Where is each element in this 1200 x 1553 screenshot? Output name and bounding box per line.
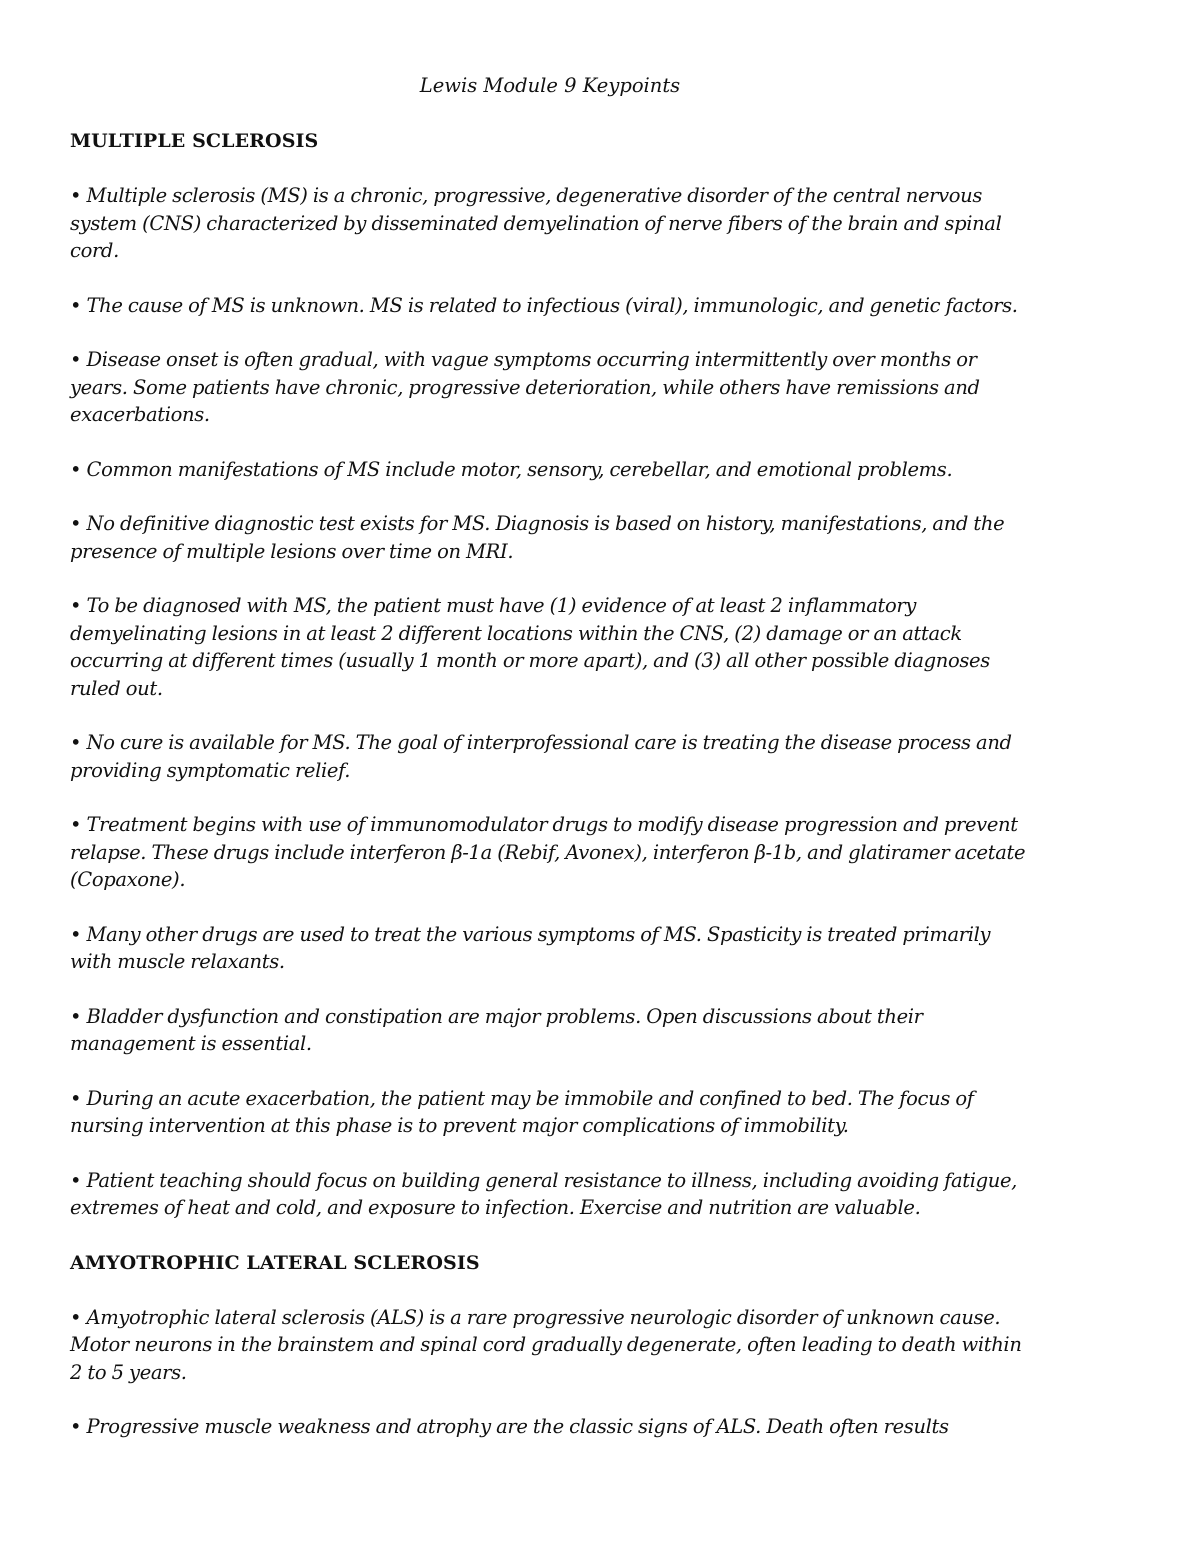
bullet-text: Treatment begins with use of immunomodulator drugs to modify disease progression and prevent relapse. These drugs include interferon β-1a (Rebif, Avonex), interferon β-1b, and glatiramer acetate (Copaxone). [70,813,1026,891]
section-amyotrophic-lateral-sclerosis [70,1249,1030,1441]
bullet-icon: • [70,813,82,836]
bullet-list [70,1304,1030,1441]
bullet-text: To be diagnosed with MS, the patient must have (1) evidence of at least 2 inflammatory demyelinating lesions in at least 2 different locations within the CNS, (2) damage or an attack occurring at different times (usually 1 month or more apart), and (3) all other possible diagnoses ruled out. [70,594,990,700]
bullet-icon: • [70,1168,82,1192]
bullet-item [70,1085,1030,1140]
bullet-icon: • [70,922,82,946]
bullet-text: Disease onset is often gradual, with vague symptoms occurring intermittently over months or years. Some patients have chronic, progressive deterioration, while others have remissions and exacerbations. [70,348,980,426]
bullet-item [70,292,1030,320]
bullet-icon: • [70,293,82,317]
section-heading: MULTIPLE SCLEROSIS [70,130,319,152]
bullet-list [70,182,1030,1222]
bullet-text: Amyotrophic lateral sclerosis (ALS) is a rare progressive neurologic disorder of unknown cause. Motor neurons in the brainstem and spinal cord gradually degenerate, often leading to death within 2 to 5 years. [70,1305,1022,1384]
section-heading: AMYOTROPHIC LATERAL SCLEROSIS [70,1251,480,1274]
document-title: Lewis Module 9 Keypoints [419,74,681,97]
bullet-item [70,921,1030,976]
bullet-item [70,182,1030,265]
bullet-text: Patient teaching should focus on building general resistance to illness, including avoiding fatigue, extremes of heat and cold, and exposure to infection. Exercise and nutrition are valuable. [70,1168,1017,1219]
bullet-icon: • [70,1305,82,1329]
bullet-text: Multiple sclerosis (MS) is a chronic, progressive, degenerative disorder of the central nervous system (CNS) characterized by disseminated demyelination of nerve fibers of the brain and spinal cord. [70,184,1002,262]
bullet-icon: • [70,1004,82,1028]
document-page [70,72,1030,1468]
bullet-item [70,1304,1030,1387]
bullet-text: The cause of MS is unknown. MS is related to infectious (viral), immunologic, and genetic factors. [86,293,1018,317]
bullet-item [70,811,1030,894]
bullet-icon: • [70,348,82,371]
bullet-item [70,729,1030,784]
bullet-text: During an acute exacerbation, the patient may be immobile and confined to bed. The focus of nursing intervention at this phase is to prevent major complications of immobility. [70,1086,974,1137]
bullet-text: No definitive diagnostic test exists for MS. Diagnosis is based on history, manifestations, and the presence of multiple lesions over time on MRI. [70,512,1005,563]
bullet-icon: • [70,594,82,617]
bullet-item [70,1413,1030,1441]
bullet-item [70,510,1030,565]
bullet-text: Common manifestations of MS include motor, sensory, cerebellar, and emotional problems. [86,457,953,481]
bullet-icon: • [70,512,82,535]
bullet-item [70,1003,1030,1058]
bullet-text: Bladder dysfunction and constipation are major problems. Open discussions about their management is essential. [70,1004,923,1055]
bullet-item [70,1167,1030,1222]
section-multiple-sclerosis [70,127,1030,1222]
bullet-item [70,346,1030,429]
bullet-icon: • [70,731,82,754]
bullet-item [70,456,1030,484]
bullet-text: No cure is available for MS. The goal of interprofessional care is treating the disease process and providing symptomatic relief. [70,731,1012,782]
bullet-icon: • [70,184,82,207]
bullet-icon: • [70,1086,82,1110]
bullet-item [70,592,1030,702]
bullet-icon: • [70,457,82,481]
bullet-text: Progressive muscle weakness and atrophy are the classic signs of ALS. Death often results [86,1415,949,1438]
bullet-text: Many other drugs are used to treat the various symptoms of MS. Spasticity is treated primarily with muscle relaxants. [70,922,991,973]
bullet-icon: • [70,1415,82,1438]
